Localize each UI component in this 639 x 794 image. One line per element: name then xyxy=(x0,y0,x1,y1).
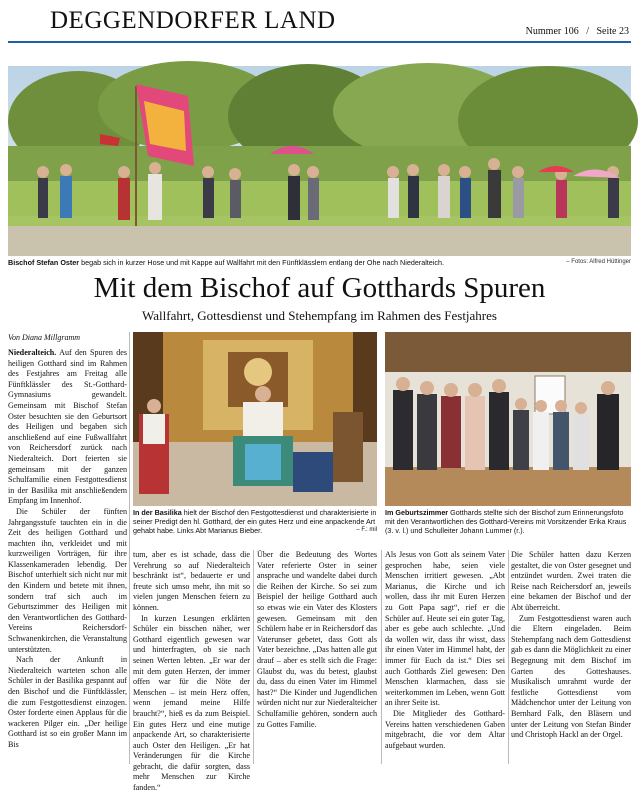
caption-pilgrimage xyxy=(8,258,488,267)
column-separator xyxy=(381,550,382,764)
paragraph-text: Auf den Spuren des heiligen Gotthard sind im Rahmen des Festjahres am Freitag alle Fünftklässler des St.-Gotthard-Gymnasiums gewandelt. Gemeinsam mit Bischof Stefan Oster besuchten sie den Geburtsort des Heiligen und begaben sich anschließend auf eine Fußwallfahrt von Reichersdorf zurück nach Niederalteich. Dort feierten sie gemeinsam mit der ganzen Schulfamilie einen Festgottesdienst in der Basilika mit anschließendem Empfang im Innenhof. xyxy=(8,348,127,506)
masthead-rule xyxy=(8,41,631,43)
paragraph: Als Jesus von Gott als seinem Vater gesprochen habe, seien viele Menschen irritiert gewesen. „Abt Marianus, die Kirche und ich wollen, dass ihr mit Euren Herzen zu Gott Papa sagt“, rief er die Schüler auf. Heute sei ein guter Tag, aber es gebe auch schlechte. „Und da wollen wir, dass ihr wisst, dass ihr einen Vater im Himmel habt, der immer für Euch da ist.“ Dies sei auch Gotthards Ziel gewesen: Den Menschen klarmachen, dass sie weiterkommen im Leben, wenn Gott an ihrer Seite ist. xyxy=(385,550,505,708)
column-separator xyxy=(508,550,509,764)
column-2 xyxy=(133,550,250,793)
paragraph: Über die Bedeutung des Wortes Vater referierte Oster in seiner ansprache und wandelte dabei durch die Reihen der Kirche. So sei zum Beispiel der heilige Gotthard auch so etwas wie ein Vater des Klosters gewesen. Gemeinsam mit den Schülern habe er in Reichersdorf das Vaterunser gebetet, dass Gott als Vater bezeichne. „Das hatten alle gut drauf – aber es stellt sich die Frage: Glaubst du, was du betest, glaubst du, dass du einen Vater im Himmel hast?“ Die Kinder und Jugendlichen würden nicht nur zur Niederalteicher Schulfamilie gehören, sondern auch zu Gottes Familie. xyxy=(257,550,377,729)
article-headline: Mit dem Bischof auf Gotthards Spuren xyxy=(93,272,546,304)
article-byline: Von Diana Millgramm xyxy=(8,333,80,342)
photo-credit-basilika: – F.: mil xyxy=(356,527,377,533)
photo-geburtszimmer xyxy=(385,332,631,506)
photo-basilika-illustration xyxy=(133,332,377,506)
paragraph: Die Mitglieder des Gotthard-Vereins hatten verschiedenen Gaben mitgebracht, die vor dem Altar aufgebaut wurden. xyxy=(385,708,505,750)
column-separator xyxy=(253,550,254,764)
column-4 xyxy=(385,550,505,764)
caption-geburtszimmer-text: Gotthards stellte sich der Bischof zum Erinnerungsfoto mit den Verantwortlichen des Gotthard-Vereins mit Vorsitzender Erika Kraus (3. v. l.) und Schulleiter Johann Lummer (r.). xyxy=(385,508,627,535)
paragraph: Die Schüler hatten dazu Kerzen gestaltet, die von Oster gesegnet und entzündet wurden. Zwei traten die Reise nach Reichersdorf an, jeweils eine bekamen der Bischof und der Abt überreicht. xyxy=(511,550,631,612)
ressort-title: DEGGENDORFER LAND xyxy=(50,7,336,34)
photo-basilika xyxy=(133,332,377,506)
column-1 xyxy=(8,348,127,764)
photo-pilgrimage xyxy=(8,66,631,256)
paragraph: Nach der Ankunft in Niederalteich warteten schon alle Schüler in der Basilika gespannt auf den Bischof und die Fünftklässler, die zum Festgottesdienst einzogen. Oster forderte einen Applaus für die wackeren Pilger ein. „Der heilige Gotthard ist so ein großer Mann im Bis xyxy=(8,655,127,749)
masthead xyxy=(8,4,631,42)
caption-pilgrimage-name: Bischof Stefan Oster xyxy=(8,258,80,267)
photo-pilgrimage-illustration xyxy=(8,66,631,256)
caption-basilika-text: hielt der Bischof den Festgottesdienst und charakterisierte in seiner Predigt den hl. Gotthard, der ein gutes Herz und eine anpackende Art gehabt habe. Links Abt Marianus Bieber. xyxy=(133,508,377,535)
caption-basilika xyxy=(133,508,377,535)
paragraph: tum, aber es ist schade, dass die Verehrung so auf Niederalteich beschränkt ist“, bedauerte er und freute sich umso mehr, ihn mit so vielen jungen Menschen feiern zu können. xyxy=(133,550,250,612)
caption-basilika-name: In der Basilika xyxy=(133,508,182,517)
meta-divider: / xyxy=(581,26,594,37)
caption-pilgrimage-text: begab sich in kurzer Hose und mit Kappe auf Wallfahrt mit den Fünftklässlern entlang der Ohe nach Niederalteich. xyxy=(79,258,444,267)
paragraph xyxy=(8,348,127,507)
issue-meta xyxy=(526,26,629,37)
caption-geburtszimmer xyxy=(385,508,631,535)
column-5 xyxy=(511,550,631,764)
issue-number: Nummer 106 xyxy=(525,26,579,37)
paragraph: In kurzen Lesungen erklärten Schüler ein bisschen näher, wer Gotthard eigentlich gewesen war und hinterfragten, ob sie nach seinen Werten lebten. „Er war der mit dem guten Herzen, der immer offen war für die Nöte der Menschen – ist mein Herz offen, wenn jemand meine Hilfe braucht?“, hieß es da zum Beispiel. Ein gutes Herz und eine mutige anpackende Art, so charakterisierte auch Oster den Heiligen. „Er hat Veränderungen für die Kirche gebracht, die dafür sorgten, dass mehr Menschen zur Kirche fanden.“ xyxy=(133,613,250,793)
photo-geburtszimmer-illustration xyxy=(385,332,631,506)
column-3 xyxy=(257,550,377,764)
paragraph: Die Schüler der fünften Jahrgangsstufe tauchten ein in die Zeit des heiligen Gotthard und machten ihn, verkleidet und mit kurzweiligen Vorträgen, für ihre Klassenkameraden lebendig. Der Bischof unterhielt sich nicht nur mit den Kindern und betete mit ihnen, sondern traf sich auch im Geburtszimmer des Heiligen mit den Verantwortlichen des Gotthard-Vereins Reichersdorf-Schwanenkirchen, die Veranstaltung unterstützten. xyxy=(8,506,127,654)
dateline: Niederalteich. xyxy=(8,348,57,357)
article-subline: Wallfahrt, Gottesdienst und Stehempfang im Rahmen des Festjahres xyxy=(142,308,497,323)
photo-credit-top: – Fotos: Alfred Hüttinger xyxy=(566,259,631,265)
page-number: Seite 23 xyxy=(596,26,629,37)
caption-geburtszimmer-name: Im Geburtszimmer xyxy=(385,508,449,517)
column-separator xyxy=(129,332,130,764)
paragraph: Zum Festgottesdienst waren auch die Eltern eingeladen. Beim Stehempfang nach dem Gottesdienst gab es dann die Möglichkeit zu einer Begegnung mit dem Bischof im Garten des Gotteshauses. Musikalisch umrahmt wurde der festliche Gottesdienst vom Mädchenchor unter der Leitung von Bernhard Falk, den Bläsern und unter der Leitung von Stefan Binder und Christoph Hackl an der Orgel. xyxy=(511,613,631,740)
